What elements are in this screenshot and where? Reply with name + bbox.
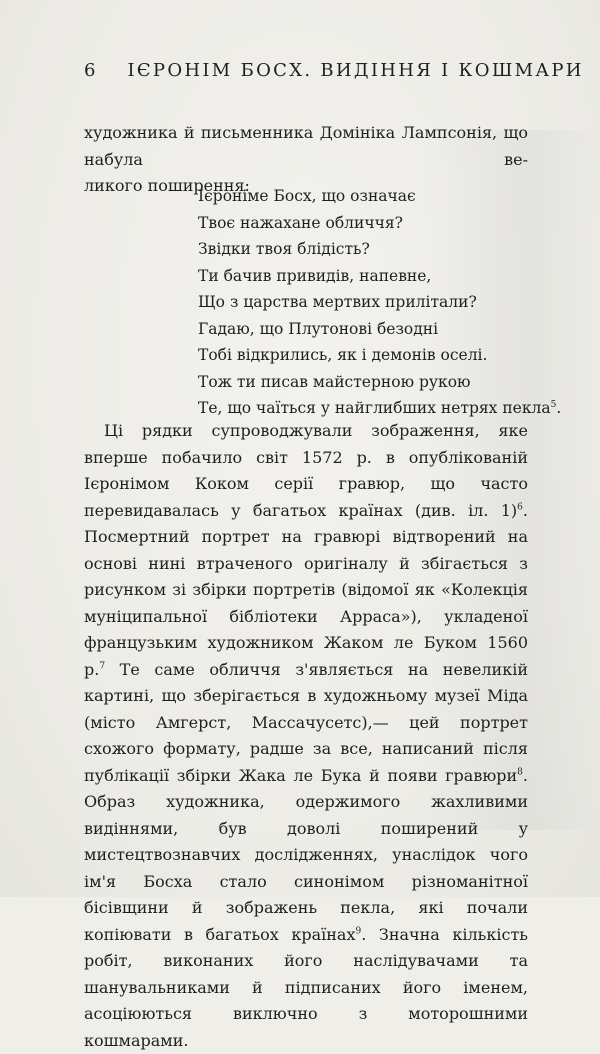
page-number: 6 xyxy=(84,60,96,81)
paragraph-segment: . Образ художника, одержимого жахливими видіннями, був доволі поширений у мистецтвознавчих дослідженнях, унаслідок чого ім'я Босха стало синонімом різноманітної бісівщини й зображень пекла, які почали копіювати в багатьох країнах xyxy=(84,765,528,944)
poem-line: Звідки твоя блідість? xyxy=(198,240,370,258)
paragraph-segment: . Значна кількість робіт, виконаних його наслідувачами та шанувальниками й підписаних його іменем, асоціюються виключно з моторошними кошмарами. xyxy=(84,924,529,1050)
paragraph-segment: Те саме обличчя з'являється на невеликій картині, що зберігається в художньому музеї Міда (місто Амгерст, Массачусетс),— цей портрет схожого формату, радше за все, написаний після публікації збірки Жака ле Бука й появи гравюри xyxy=(84,659,528,785)
footnote-ref: 8 xyxy=(517,767,523,778)
poem-block xyxy=(198,183,562,422)
poem-line: Що з царства мертвих прилітали? xyxy=(198,293,477,311)
poem-line: Тобі відкрились, як і демонів оселі. xyxy=(198,346,488,364)
footnote-ref: 5 xyxy=(550,399,557,410)
intro-line: ликого поширення: xyxy=(84,176,250,195)
poem-line: Ти бачив привидів, напевне, xyxy=(198,266,432,285)
poem-line: Твоє нажахане обличчя? xyxy=(198,213,403,232)
footnote-ref: 7 xyxy=(99,661,106,672)
paragraph-segment: Ці рядки супроводжували зображення, яке вперше побачило світ 1572 р. в опублікованій Ієронімом Коком серії гравюр, що часто перевидавалась у багатьох країнах (див. іл. 1) xyxy=(84,421,528,520)
running-head xyxy=(84,60,584,88)
footnote-ref: 9 xyxy=(355,926,362,937)
poem-line: Ієроніме Босх, що означає xyxy=(198,187,416,205)
main-paragraph xyxy=(84,418,528,1054)
paragraph-text xyxy=(84,418,528,1054)
poem-line: Тож ти писав майстерною рукою xyxy=(198,372,471,391)
paragraph-segment: . Посмертний портрет на гравюрі відтворений на основі нині втраченого оригіналу й збігається з рисунком зі збірки портретів (відомої як «Колекція муніципальної бібліотеки Арраса»), укладеної французьким художником Жаком ле Буком 1560 р. xyxy=(84,500,528,679)
footnote-ref: 6 xyxy=(517,502,523,513)
poem-line: Гадаю, що Плутонові безодні xyxy=(198,319,439,338)
poem-line: Те, що чаїться у найглибших нетрях пекла$^5$. xyxy=(198,399,562,417)
poem-line-text: Те, що чаїться у найглибших нетрях пекла xyxy=(198,399,551,417)
running-title: ІЄРОНІМ БОСХ. ВИДІННЯ І КОШМАРИ xyxy=(127,60,584,81)
intro-line: художника й письменника Домініка Лампсонія, що набула ве- xyxy=(84,123,528,169)
